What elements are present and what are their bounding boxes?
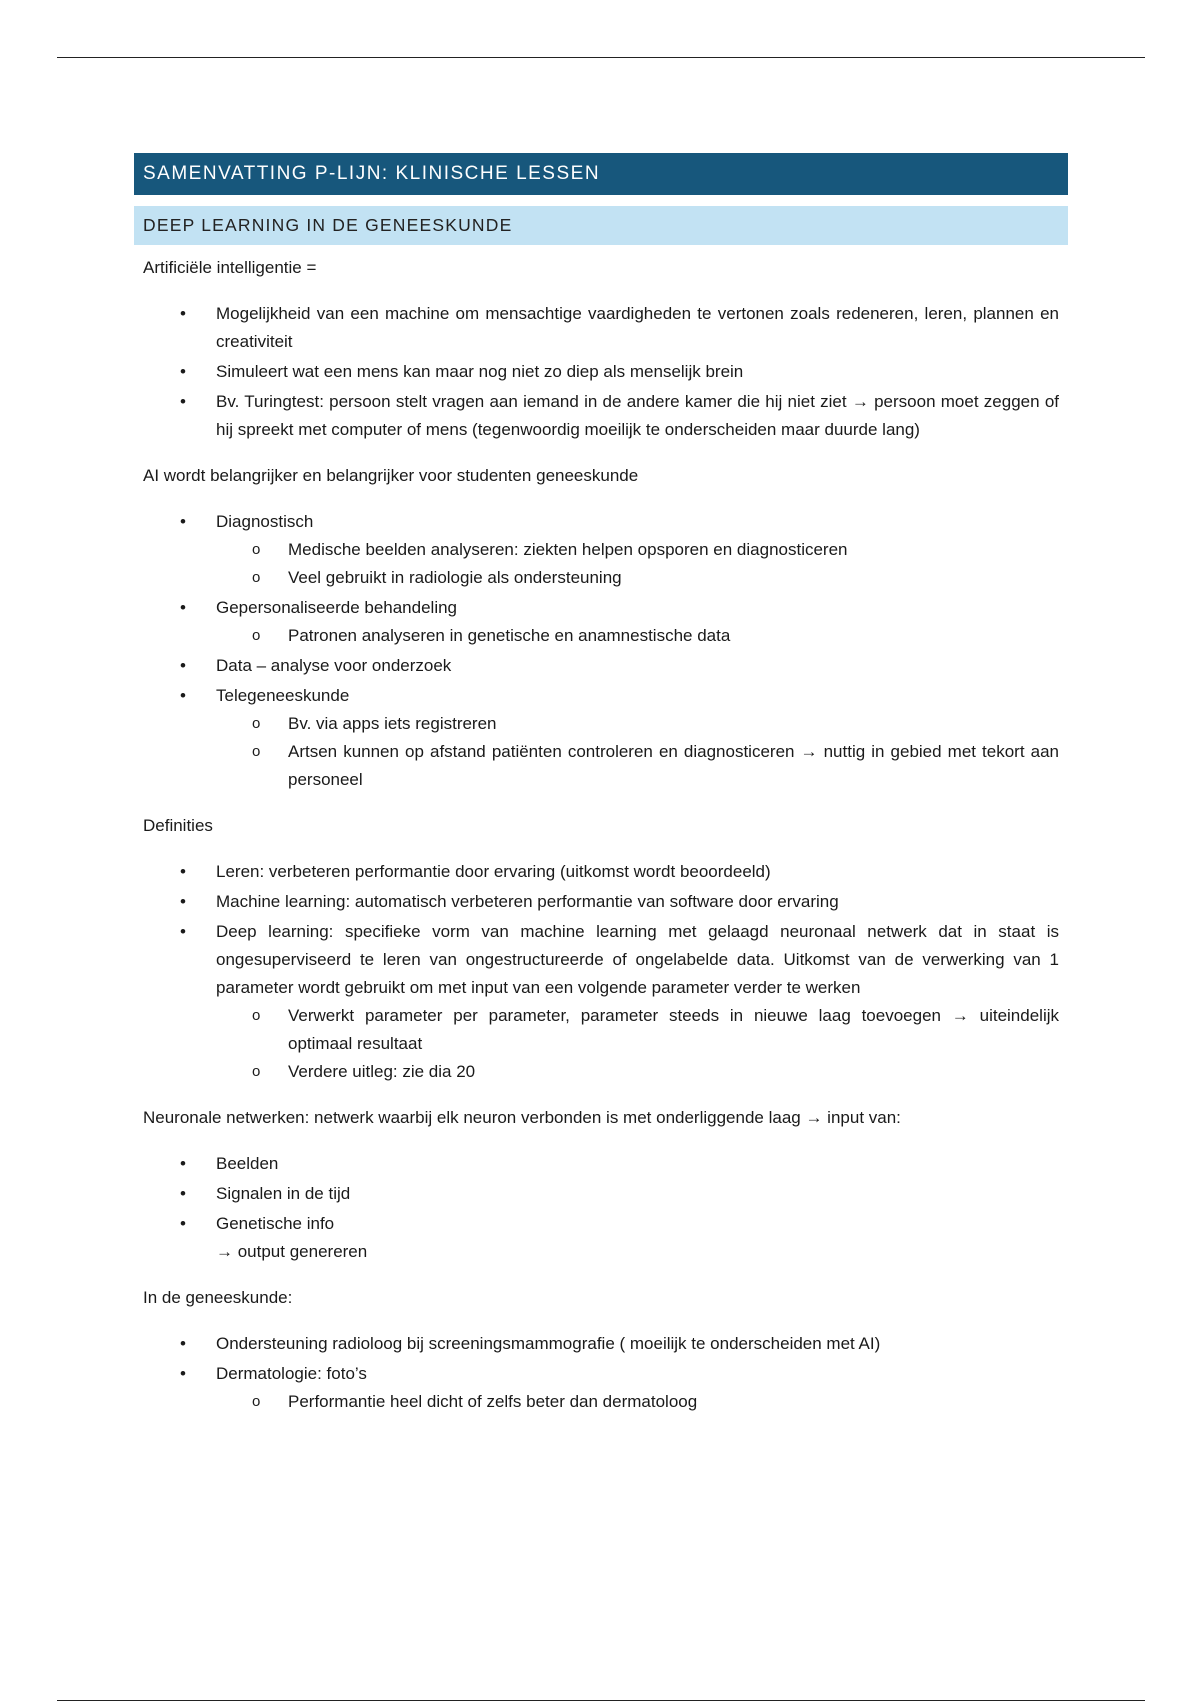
bullet-icon: • bbox=[180, 362, 186, 381]
bullet-icon: • bbox=[180, 1364, 186, 1383]
sub-list-item-text: Verdere uitleg: zie dia 20 bbox=[288, 1062, 476, 1081]
bullet-icon: • bbox=[180, 304, 186, 323]
sub-list-item bbox=[216, 738, 1059, 794]
list-item bbox=[134, 388, 1068, 444]
section-heading: Definities bbox=[143, 816, 213, 835]
sub-list-item-text: Patronen analyseren in genetische en anamnestische data bbox=[288, 626, 731, 645]
list-item-text: Deep learning: specifieke vorm van machine learning met gelaagd neuronaal netwerk dat in staat is ongesuperviseerd te leren van ongestructureerde of ongelabelde data. Uitkomst van de verwerking van 1 parameter wordt gebruikt om met input van een volgende parameter verder te werken bbox=[216, 922, 1059, 997]
document-title: SAMENVATTING P-LIJN: KLINISCHE LESSEN bbox=[134, 153, 1068, 195]
bullet-icon: • bbox=[180, 1334, 186, 1353]
sub-list-item-text: Bv. via apps iets registreren bbox=[288, 714, 497, 733]
bullet-list bbox=[134, 858, 1068, 1086]
sub-list-item-text: Veel gebruikt in radiologie als ondersteuning bbox=[288, 568, 622, 587]
list-item bbox=[134, 1180, 1068, 1208]
bullet-icon: • bbox=[180, 922, 186, 941]
list-item bbox=[134, 300, 1068, 356]
list-item-text: Dermatologie: foto’s bbox=[216, 1364, 367, 1383]
sub-list-item bbox=[216, 1002, 1059, 1058]
list-item bbox=[134, 358, 1068, 386]
bullet-list bbox=[134, 300, 1068, 444]
list-item bbox=[134, 682, 1068, 794]
list-item-text: Genetische info bbox=[216, 1214, 335, 1233]
bullet-list bbox=[134, 508, 1068, 794]
list-item-text: Bv. Turingtest: persoon stelt vragen aan iemand in de andere kamer die hij niet ziet → persoon moet zeggen of hij spreekt met computer of mens (tegenwoordig moeilijk te onderscheiden maar duurde lang) bbox=[216, 392, 1059, 439]
bullet-icon: • bbox=[180, 1184, 186, 1203]
list-item bbox=[134, 918, 1068, 1086]
sub-bullet-list bbox=[216, 1388, 1059, 1416]
sub-list-item bbox=[216, 1388, 1059, 1416]
sub-list-item-text: Medische beelden analyseren: ziekten helpen opsporen en diagnosticeren bbox=[288, 540, 848, 559]
circle-bullet-icon: o bbox=[252, 541, 261, 558]
section-heading: Artificiële intelligentie = bbox=[143, 258, 317, 277]
list-item-text: Data – analyse voor onderzoek bbox=[216, 656, 452, 675]
sub-list-item-text: Performantie heel dicht of zelfs beter dan dermatoloog bbox=[288, 1392, 698, 1411]
list-item bbox=[134, 888, 1068, 916]
circle-bullet-icon: o bbox=[252, 715, 261, 732]
sub-bullet-list bbox=[216, 1002, 1059, 1086]
sub-list-item bbox=[216, 710, 1059, 738]
section-title: DEEP LEARNING IN DE GENEESKUNDE bbox=[134, 206, 1068, 245]
list-item-text: Simuleert wat een mens kan maar nog niet zo diep als menselijk brein bbox=[216, 362, 744, 381]
sub-list-item bbox=[216, 564, 1059, 592]
section-heading: Neuronale netwerken: netwerk waarbij elk neuron verbonden is met onderliggende laag → input van: bbox=[143, 1108, 901, 1127]
circle-bullet-icon: o bbox=[252, 1007, 261, 1024]
list-item bbox=[134, 1360, 1068, 1416]
list-item-text: Telegeneeskunde bbox=[216, 686, 350, 705]
bullet-icon: • bbox=[180, 1214, 186, 1233]
list-item-text: Leren: verbeteren performantie door ervaring (uitkomst wordt beoordeeld) bbox=[216, 862, 771, 881]
sub-list-item bbox=[216, 536, 1059, 564]
list-item bbox=[134, 1330, 1068, 1358]
list-item bbox=[134, 858, 1068, 886]
circle-bullet-icon: o bbox=[252, 569, 261, 586]
circle-bullet-icon: o bbox=[252, 1063, 261, 1080]
sub-list-item bbox=[216, 1058, 1059, 1086]
circle-bullet-icon: o bbox=[252, 627, 261, 644]
bullet-icon: • bbox=[180, 1154, 186, 1173]
list-item bbox=[134, 652, 1068, 680]
sub-list-item bbox=[216, 622, 1059, 650]
bullet-icon: • bbox=[180, 512, 186, 531]
list-item-text: Gepersonaliseerde behandeling bbox=[216, 598, 458, 617]
list-item-text: Mogelijkheid van een machine om mensachtige vaardigheden te vertonen zoals redeneren, leren, plannen en creativiteit bbox=[216, 304, 1059, 351]
list-item-text: Machine learning: automatisch verbeteren performantie van software door ervaring bbox=[216, 892, 839, 911]
sub-list-item-text: Artsen kunnen op afstand patiënten controleren en diagnosticeren → nuttig in gebied met tekort aan personeel bbox=[288, 742, 1059, 789]
document-body bbox=[134, 153, 1068, 1434]
sub-bullet-list bbox=[216, 710, 1059, 794]
sub-list-item-text: Verwerkt parameter per parameter, parameter steeds in nieuwe laag toevoegen → uiteindelijk optimaal resultaat bbox=[288, 1006, 1059, 1053]
list-item-text: Signalen in de tijd bbox=[216, 1184, 351, 1203]
sub-bullet-list bbox=[216, 536, 1059, 592]
list-item-text: Ondersteuning radioloog bij screeningsmammografie ( moeilijk te onderscheiden met AI) bbox=[216, 1334, 881, 1353]
bullet-list bbox=[134, 1150, 1068, 1266]
list-item bbox=[134, 508, 1068, 592]
section-heading: AI wordt belangrijker en belangrijker voor studenten geneeskunde bbox=[143, 466, 639, 485]
bullet-list bbox=[134, 1330, 1068, 1416]
bullet-icon: • bbox=[180, 656, 186, 675]
section-heading: In de geneeskunde: bbox=[143, 1288, 293, 1307]
bullet-icon: • bbox=[180, 892, 186, 911]
list-item-text: Diagnostisch bbox=[216, 512, 314, 531]
list-item bbox=[134, 594, 1068, 650]
sections-container bbox=[134, 254, 1068, 1416]
bullet-icon: • bbox=[180, 392, 186, 411]
circle-bullet-icon: o bbox=[252, 743, 261, 760]
list-item bbox=[134, 1150, 1068, 1178]
bullet-icon: • bbox=[180, 686, 186, 705]
circle-bullet-icon: o bbox=[252, 1393, 261, 1410]
list-item bbox=[134, 1210, 1068, 1266]
bullet-icon: • bbox=[180, 598, 186, 617]
list-item-text: Beelden bbox=[216, 1154, 279, 1173]
header-rule bbox=[57, 57, 1145, 58]
sub-bullet-list bbox=[216, 622, 1059, 650]
list-item-continuation: → output genereren bbox=[216, 1242, 368, 1261]
bullet-icon: • bbox=[180, 862, 186, 881]
